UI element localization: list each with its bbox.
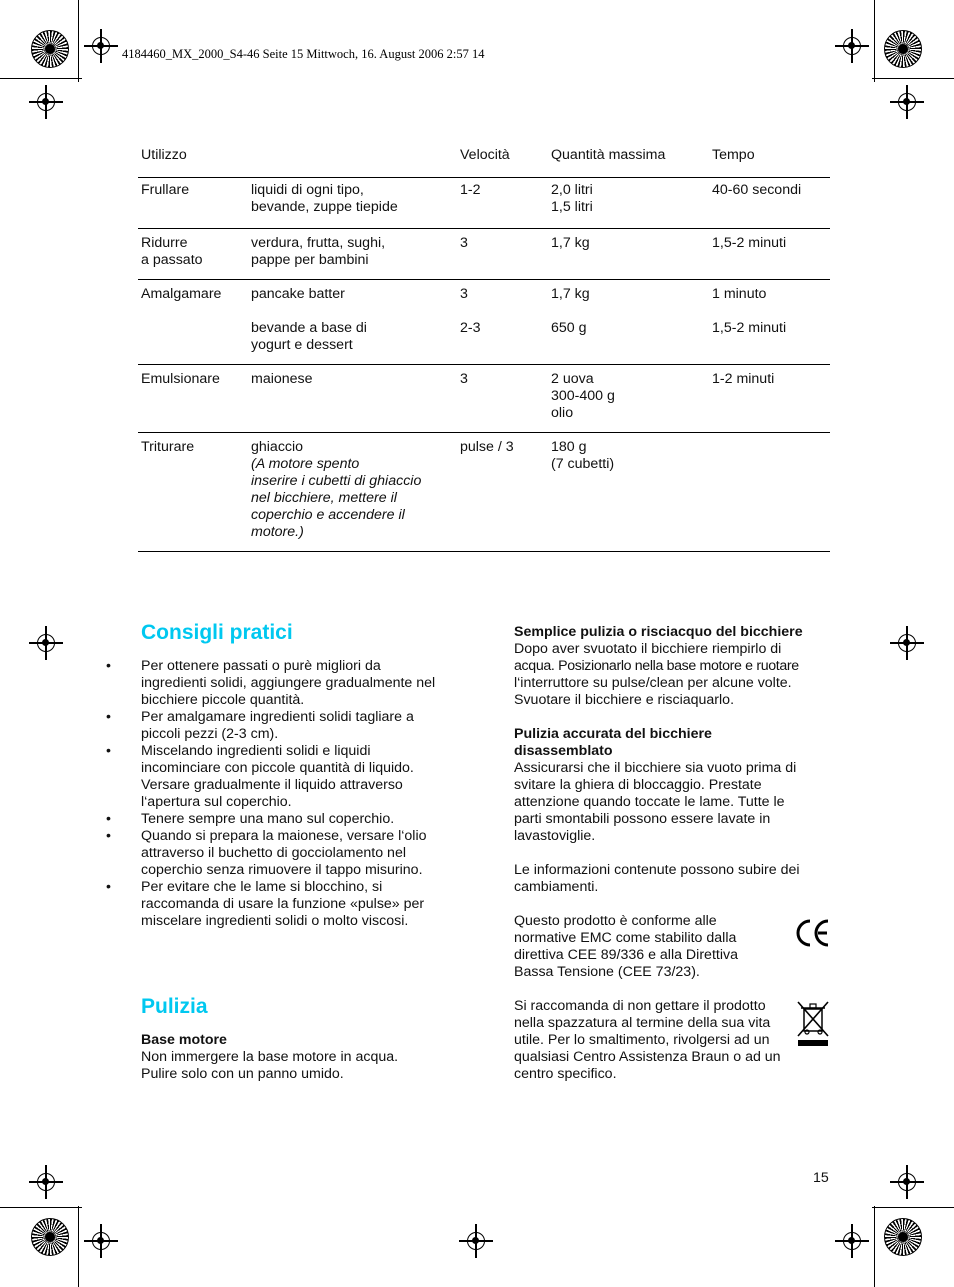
cell-speed: 3 (460, 286, 468, 302)
table-row (138, 433, 830, 552)
list-item: • Tenere sempre una mano sul coperchio. (122, 811, 459, 828)
cell-food: bevande a base di (251, 320, 367, 336)
tip-line: l‘apertura sul coperchio. (141, 794, 292, 810)
registration-target-icon (467, 1232, 485, 1250)
cell-quantity: 2,0 litri (551, 182, 593, 198)
tip-line: incominciare con piccole quantità di liquido. (141, 760, 414, 776)
cell-food: pappe per bambini (251, 252, 369, 268)
registration-target-icon (843, 1232, 861, 1250)
list-item: • Per amalgamare ingredienti solidi tagliare a piccoli pezzi (2-3 cm). (122, 709, 459, 743)
cell-use: Frullare (141, 182, 190, 198)
cell-quantity: olio (551, 405, 574, 421)
tip-line: ingredienti solidi, aggiungere gradualmente nel (141, 675, 436, 691)
tip-line: Versare gradualmente il liquido attraverso (141, 777, 403, 793)
cell-quantity: 1,5 litri (551, 199, 593, 215)
tip-line: coperchio senza rimuovere il tappo misurino. (141, 862, 423, 878)
header-speed: Velocità (460, 147, 510, 163)
ce-text: Bassa Tensione (CEE 73/23). (514, 964, 700, 980)
thorough-clean-text: svitare la ghiera di bloccaggio. Prestate (514, 777, 762, 793)
cell-use: a passato (141, 252, 203, 268)
table-header-row (138, 140, 830, 178)
thorough-clean-text: Assicurarsi che il bicchiere sia vuoto prima di (514, 760, 797, 776)
simple-clean-text: Dopo aver svuotato il bicchiere riempirlo di (514, 641, 782, 657)
cell-speed: 1-2 (460, 182, 481, 198)
tip-line: miscelare ingredienti solidi o molto viscosi. (141, 913, 409, 929)
cell-time: 1 minuto (712, 286, 767, 302)
base-section (141, 1032, 459, 1083)
cell-food: liquidi di ogni tipo, (251, 182, 364, 198)
tip-line: Per amalgamare ingredienti solidi tagliare a (141, 709, 414, 725)
cell-use: Triturare (141, 439, 195, 455)
cell-speed: 2-3 (460, 320, 481, 336)
base-heading: Base motore (141, 1032, 227, 1048)
cell-food: bevande, zuppe tiepide (251, 199, 398, 215)
cell-time: 1,5-2 minuti (712, 235, 787, 251)
thorough-clean-heading: Pulizia accurata del bicchiere (514, 726, 712, 742)
cell-use: Amalgamare (141, 286, 222, 302)
cell-speed: pulse / 3 (460, 439, 514, 455)
header-quantity: Quantità massima (551, 147, 666, 163)
tips-list (106, 658, 459, 930)
tip-line: bicchiere piccole quantità. (141, 692, 305, 708)
header-use: Utilizzo (141, 147, 187, 163)
cell-quantity: 2 uova (551, 371, 594, 387)
usage-table (138, 140, 830, 552)
cell-quantity: (7 cubetti) (551, 456, 615, 472)
cell-quantity: 300-400 g (551, 388, 615, 404)
weee-text: utile. Per lo smaltimento, rivolgersi ad un (514, 1032, 770, 1048)
tip-line: raccomanda di usare la funzione «pulse» per (141, 896, 425, 912)
ce-mark-icon (795, 917, 831, 949)
list-item: • Miscelando ingredienti solidi e liquidi incominciare con piccole quantità di liquido. Versare gradualmente il liquido attraverso l‘apertura sul coperchio. (122, 743, 459, 811)
registration-target-icon (898, 93, 916, 111)
tip-line: Per ottenere passati o purè migliori da (141, 658, 381, 674)
cell-quantity: 1,7 kg (551, 286, 590, 302)
cell-food: ghiaccio (251, 439, 304, 455)
cell-food: verdura, frutta, sughi, (251, 235, 386, 251)
cell-food-note: coperchio e accendere il (251, 507, 405, 523)
changes-text: Le informazioni contenute possono subire dei (514, 862, 800, 878)
cleaning-heading: Pulizia (141, 995, 208, 1018)
cell-quantity: 650 g (551, 320, 587, 336)
right-column (514, 624, 834, 1083)
cell-quantity: 180 g (551, 439, 587, 455)
registration-target-icon (843, 37, 861, 55)
weee-text: nella spazzatura al termine della sua vita (514, 1015, 771, 1031)
registration-target-icon (92, 37, 110, 55)
color-wheel-icon (884, 30, 922, 68)
color-wheel-icon (31, 30, 69, 68)
table-row (138, 280, 830, 365)
tip-line: Miscelando ingredienti solidi e liquidi (141, 743, 371, 759)
tip-line: Tenere sempre una mano sul coperchio. (141, 811, 395, 827)
page-number: 15 (813, 1170, 829, 1186)
simple-clean-heading: Semplice pulizia o risciacquo del bicchiere (514, 624, 803, 640)
tip-line: Per evitare che le lame si blocchino, si (141, 879, 383, 895)
cell-speed: 3 (460, 235, 468, 251)
cell-use: Emulsionare (141, 371, 220, 387)
registration-target-icon (898, 1173, 916, 1191)
tip-line: attraverso il buchetto di gocciolamento nel (141, 845, 406, 861)
tips-heading: Consigli pratici (141, 621, 293, 644)
ce-text: Questo prodotto è conforme alle (514, 913, 717, 929)
table-row (138, 178, 830, 229)
ce-text: direttiva CEE 89/336 e alla Direttiva (514, 947, 738, 963)
registration-target-icon (37, 634, 55, 652)
registration-target-icon (92, 1232, 110, 1250)
cell-food: maionese (251, 371, 313, 387)
cell-food: pancake batter (251, 286, 345, 302)
registration-target-icon (37, 1173, 55, 1191)
crossed-bin-icon (796, 1000, 830, 1048)
changes-text: cambiamenti. (514, 879, 599, 895)
ce-text: normative EMC come stabilito dalla (514, 930, 737, 946)
cell-use: Ridurre (141, 235, 188, 251)
tip-line: piccoli pezzi (2-3 cm). (141, 726, 279, 742)
cell-quantity: 1,7 kg (551, 235, 590, 251)
cell-speed: 3 (460, 371, 468, 387)
registration-target-icon (898, 634, 916, 652)
cell-food: yogurt e dessert (251, 337, 353, 353)
tip-line: Quando si prepara la maionese, versare l‘olio (141, 828, 427, 844)
table-row (138, 365, 830, 433)
base-text: Pulire solo con un panno umido. (141, 1066, 344, 1082)
thorough-clean-text: lavastoviglie. (514, 828, 596, 844)
cell-time: 1-2 minuti (712, 371, 775, 387)
list-item: • Per evitare che le lame si blocchino, si raccomanda di usare la funzione «pulse» per miscelare ingredienti solidi o molto viscosi. (122, 879, 459, 930)
simple-clean-text: acqua. Posizionarlo nella base motore e ruotare (514, 658, 799, 674)
cell-food-note: motore.) (251, 524, 304, 540)
print-header: 4184460_MX_2000_S4-46 Seite 15 Mittwoch, 16. August 2006 2:57 14 (122, 47, 485, 61)
color-wheel-icon (884, 1218, 922, 1256)
table-row (138, 229, 830, 280)
thorough-clean-text: parti smontabili possono essere lavate in (514, 811, 771, 827)
thorough-clean-heading: disassemblato (514, 743, 613, 759)
cell-time: 40-60 secondi (712, 182, 802, 198)
base-text: Non immergere la base motore in acqua. (141, 1049, 399, 1065)
simple-clean-text: Svuotare il bicchiere e risciaquarlo. (514, 692, 735, 708)
list-item: • Quando si prepara la maionese, versare l‘olio attraverso il buchetto di gocciolamento nel coperchio senza rimuovere il tappo misurino. (122, 828, 459, 879)
cell-food-note: (A motore spento (251, 456, 360, 472)
thorough-clean-text: attenzione quando toccate le lame. Tutte le (514, 794, 785, 810)
cell-time: 1,5-2 minuti (712, 320, 787, 336)
header-time: Tempo (712, 147, 755, 163)
cell-food-note: inserire i cubetti di ghiaccio (251, 473, 422, 489)
weee-text: centro specifico. (514, 1066, 617, 1082)
weee-text: Si raccomanda di non gettare il prodotto (514, 998, 766, 1014)
list-item: • Per ottenere passati o purè migliori da ingredienti solidi, aggiungere gradualmente nel bicchiere piccole quantità. (122, 658, 459, 709)
registration-target-icon (37, 93, 55, 111)
simple-clean-text: l‘interruttore su pulse/clean per alcune volte. (514, 675, 792, 691)
weee-text: qualsiasi Centro Assistenza Braun o ad un (514, 1049, 781, 1065)
cell-food-note: nel bicchiere, mettere il (251, 490, 397, 506)
color-wheel-icon (31, 1218, 69, 1256)
